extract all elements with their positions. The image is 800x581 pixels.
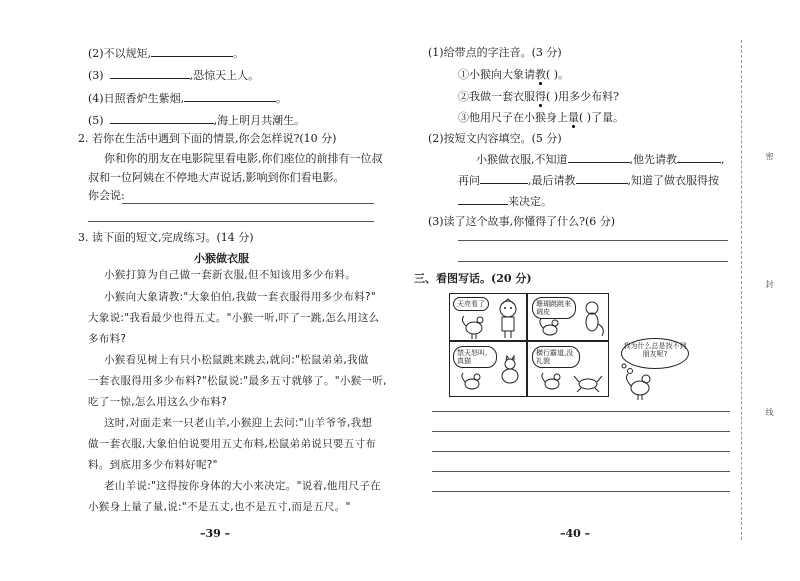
story-title: 小猴做衣服 [194, 252, 249, 265]
writing-line[interactable] [432, 411, 730, 412]
speech-bubble: 横行霸道,没礼貌 [532, 346, 580, 368]
scene-text-line2: 叔和一位阿姨在不停地大声说话,影响到你们看电影。 [88, 171, 345, 184]
question-1-prompt: (1)给带点的字注音。(3 分) [428, 46, 562, 59]
pinyin-blank[interactable]: ( )用多少布料? [546, 90, 619, 103]
answer-blank[interactable] [568, 152, 630, 163]
fill-line-2: 再问 ,最后请教 ,知道了做衣服得按 [458, 174, 719, 187]
thought-bubble: 我为什么总是找不到朋友呢? [621, 338, 689, 369]
page-number: –40 – [560, 527, 591, 540]
story-line: 这时,对面走来一只老山羊,小猴迎上去问:"山羊爷爷,我想 [104, 417, 373, 429]
story-line: 小猴向大象请教:"大象伯伯,我做一套衣服得用多少布料?" [104, 291, 377, 303]
question-3-prompt-right: (3)读了这个故事,你懂得了什么?(6 分) [428, 215, 616, 228]
story-line: 料。到底用多少布料好呢?" [88, 459, 218, 471]
answer-line[interactable] [458, 240, 728, 241]
question-3-prompt: 3. 读下面的短文,完成练习。(14 分) [78, 231, 254, 244]
story-line: 多布料? [88, 333, 127, 345]
pinyin-item-1: ①小猴向大象请教( )。 [458, 68, 570, 81]
story-line: 小猴身上量了量,说:"不是五丈,也不是五寸,而是五尺。" [88, 501, 351, 513]
writing-line[interactable] [432, 431, 730, 432]
seal-mark-2: 封 [765, 280, 774, 288]
answer-blank[interactable] [677, 152, 721, 163]
fill-item-5: (5) ,海上明月共潮生。 [88, 114, 306, 127]
comic-panel-2 [527, 293, 609, 341]
answer-line[interactable] [122, 203, 374, 204]
story-line: 一套衣服得用多少布料?"松鼠说:"最多五寸就够了。"小猴一听, [88, 375, 387, 387]
rooster-and-monkey-drawing [528, 294, 608, 340]
answer-blank[interactable] [151, 46, 233, 57]
answer-blank[interactable] [184, 91, 276, 102]
fill-item-3: (3) ,恐惊天上人。 [88, 69, 260, 82]
writing-line[interactable] [432, 471, 730, 472]
answer-blank[interactable] [576, 173, 628, 184]
story-line: 小猴打算为自己做一套新衣服,但不知该用多少布料。 [104, 269, 357, 281]
lonely-rooster-drawing [612, 360, 672, 400]
answer-blank[interactable] [110, 113, 214, 124]
rooster-and-boy-drawing [450, 294, 526, 340]
scene-text-line1: 你和你的朋友在电影院里看电影,你们座位的前排有一位叔 [104, 152, 383, 165]
story-line: 大象说:"我看最少也得五丈。"小猴一听,吓了一跳,怎么用这么 [88, 312, 380, 324]
rooster-and-cat-drawing [450, 342, 526, 396]
pinyin-item-2: ②我做一套衣服得( )用多少布料? [458, 90, 619, 103]
binding-line [741, 40, 742, 540]
comic-panel-1 [449, 293, 527, 341]
story-line: 吃了一惊,怎么用这么少布料? [88, 396, 228, 408]
rooster-and-crab-drawing [528, 342, 608, 396]
pinyin-blank[interactable]: ( )。 [546, 68, 570, 81]
fill-line-3: 来决定。 [458, 194, 552, 209]
question-2-prompt-right: (2)按短文内容填空。(5 分) [428, 132, 562, 145]
story-line: 做一套衣服,大象伯伯说要用五丈布料,松鼠弟弟说只要五寸布 [88, 438, 377, 450]
fill-item-4: (4)日照香炉生紫烟, 。 [88, 92, 288, 105]
page-number: –39 – [200, 527, 231, 540]
section-3-title: 三、看图写话。(20 分) [414, 272, 532, 285]
seal-mark-1: 密 [765, 152, 774, 160]
story-line: 小猴看见树上有只小松鼠跳来跳去,就问:"松鼠弟弟,我做 [104, 354, 369, 366]
comic-panel-3 [449, 341, 527, 397]
answer-blank[interactable] [458, 194, 508, 205]
speech-bubble: 天亮看了 [453, 297, 489, 311]
story-line: 老山羊说:"这得按你身体的大小来决定。"说着,他用尺子在 [104, 480, 381, 492]
writing-line[interactable] [432, 491, 730, 492]
speech-bubble: 珊瑚跳跳来调皮 [532, 297, 576, 319]
comic-panel-4 [527, 341, 609, 397]
answer-blank[interactable] [110, 68, 190, 79]
pinyin-item-3: ③他用尺子在小猴身上量( )了量。 [458, 111, 625, 124]
answer-label: 你会说: [88, 189, 125, 202]
pinyin-blank[interactable]: ( )了量。 [579, 111, 625, 124]
fill-line-1: 小猴做衣服,不知道 ,他先请教 , [476, 153, 725, 166]
speech-bubble: 禁天怒叫,真猫 [453, 346, 497, 368]
fill-item-2: (2)不以规矩, 。 [88, 47, 245, 60]
writing-line[interactable] [432, 451, 730, 452]
seal-mark-3: 线 [765, 408, 774, 416]
answer-blank[interactable] [480, 173, 528, 184]
answer-line[interactable] [458, 261, 728, 262]
question-2-prompt: 2. 若你在生活中遇到下面的情景,你会怎样说?(10 分) [78, 132, 337, 145]
answer-line[interactable] [88, 221, 374, 222]
